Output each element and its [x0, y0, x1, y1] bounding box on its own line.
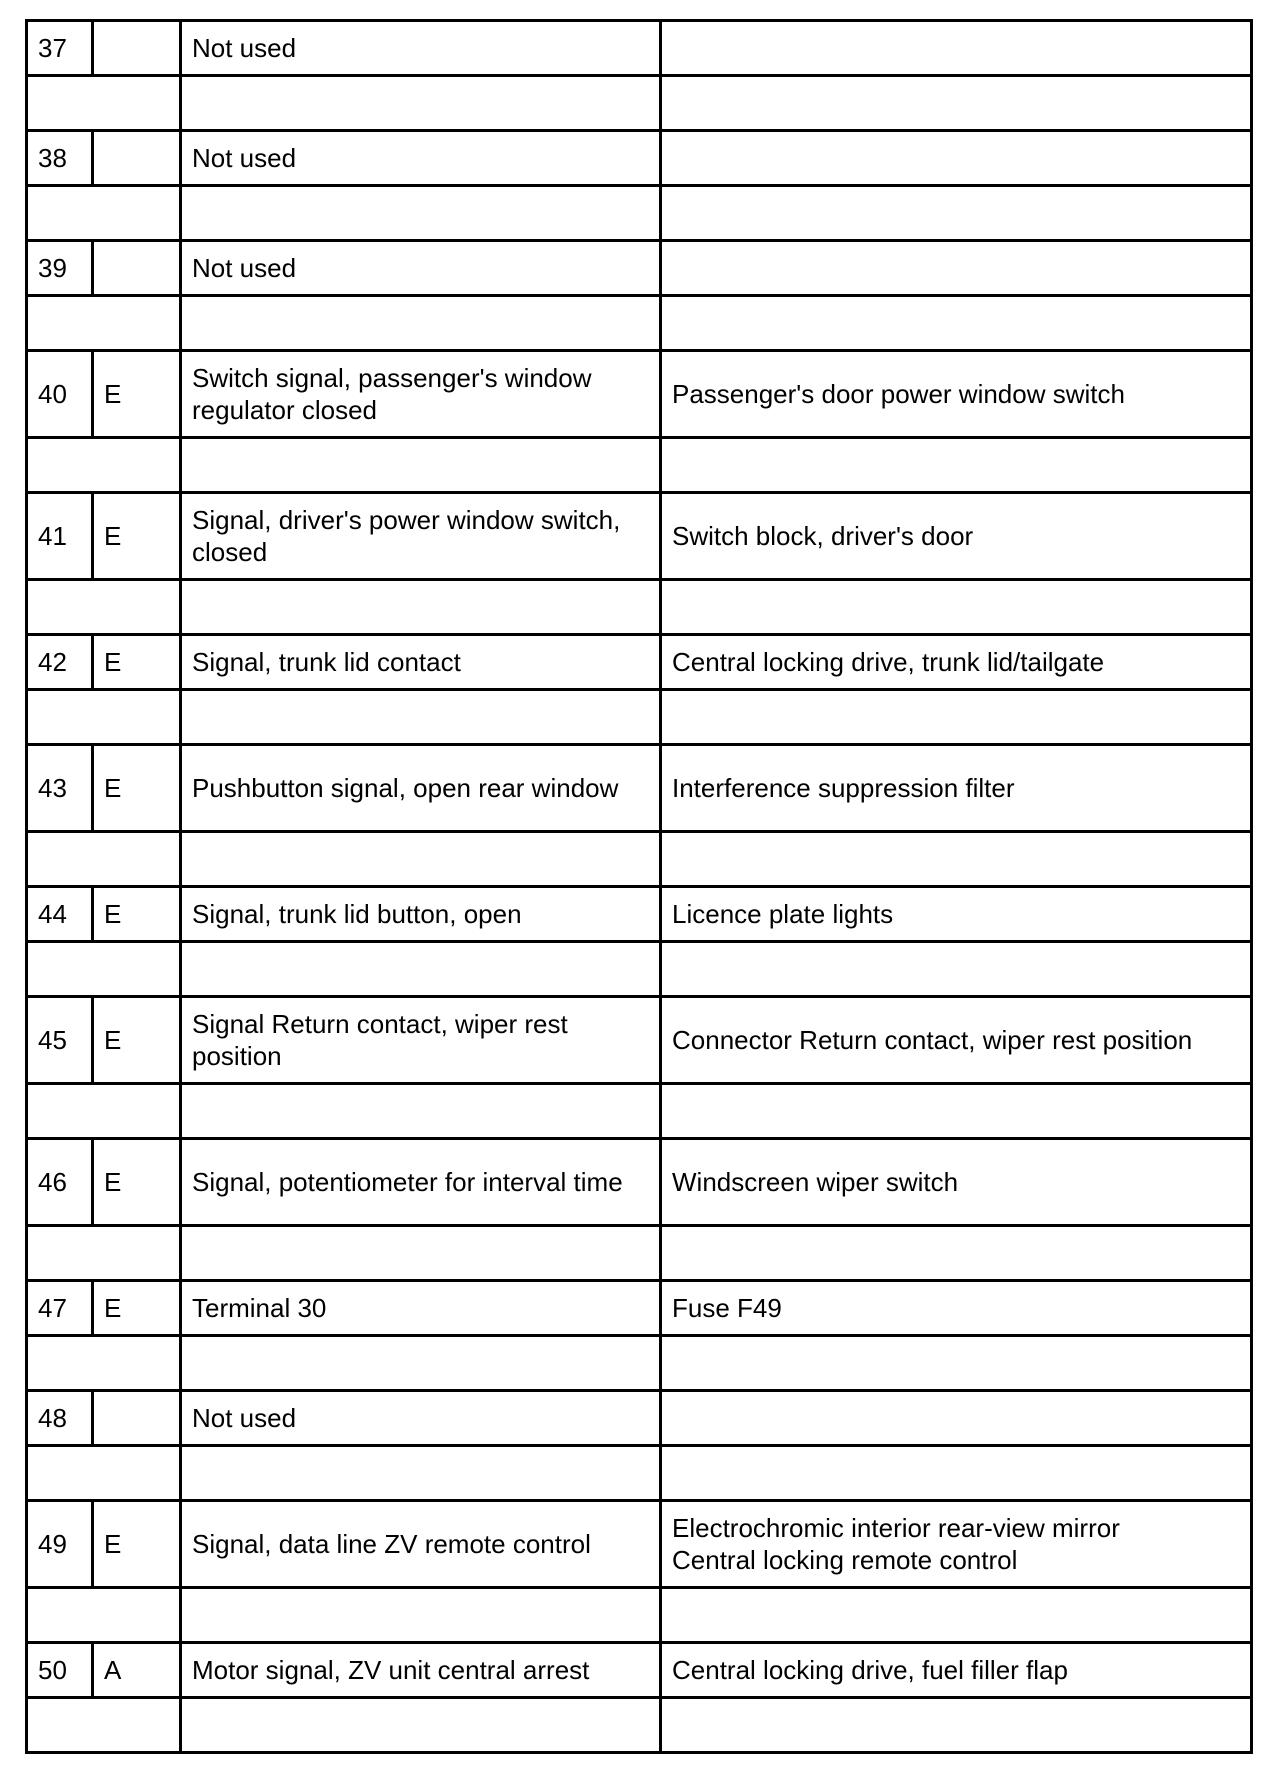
pin-number: 45: [27, 997, 93, 1084]
signal-description: Switch signal, passenger's window regulator closed: [181, 351, 661, 438]
spacer-cell: [27, 76, 181, 131]
spacer-row: [27, 1588, 1252, 1643]
spacer-cell: [181, 1336, 661, 1391]
spacer-cell: [661, 1446, 1252, 1501]
component-description: [661, 21, 1252, 76]
component-line: Central locking drive, fuel filler flap: [672, 1655, 1068, 1685]
signal-description: Pushbutton signal, open rear window: [181, 745, 661, 832]
spacer-cell: [661, 438, 1252, 493]
spacer-cell: [181, 186, 661, 241]
spacer-cell: [27, 690, 181, 745]
signal-description: Not used: [181, 241, 661, 296]
table-row: [27, 887, 1252, 942]
table-row: [27, 1501, 1252, 1588]
signal-direction: A: [93, 1643, 181, 1698]
table-row: [27, 21, 1252, 76]
signal-direction: E: [93, 997, 181, 1084]
pin-number: 50: [27, 1643, 93, 1698]
spacer-cell: [661, 942, 1252, 997]
spacer-cell: [27, 1698, 181, 1753]
signal-description: Not used: [181, 131, 661, 186]
spacer-row: [27, 690, 1252, 745]
signal-description: Not used: [181, 1391, 661, 1446]
table-row: [27, 131, 1252, 186]
component-line: Central locking remote control: [672, 1545, 1018, 1575]
signal-direction: E: [93, 887, 181, 942]
pin-number: 39: [27, 241, 93, 296]
component-description: [661, 997, 1252, 1084]
component-line: Licence plate lights: [672, 899, 894, 929]
signal-direction: E: [93, 493, 181, 580]
component-description: [661, 1281, 1252, 1336]
component-description: [661, 635, 1252, 690]
signal-description: Signal, driver's power window switch, closed: [181, 493, 661, 580]
pin-number: 48: [27, 1391, 93, 1446]
pin-table-body: [27, 21, 1252, 1753]
spacer-row: [27, 438, 1252, 493]
spacer-row: [27, 1698, 1252, 1753]
spacer-row: [27, 1226, 1252, 1281]
component-line: Interference suppression filter: [672, 773, 1015, 803]
spacer-cell: [27, 438, 181, 493]
spacer-row: [27, 296, 1252, 351]
component-line: Connector Return contact, wiper rest position: [672, 1025, 1193, 1055]
table-row: [27, 997, 1252, 1084]
spacer-cell: [27, 1336, 181, 1391]
pin-number: 42: [27, 635, 93, 690]
component-line: Fuse F49: [672, 1293, 782, 1323]
pin-number: 40: [27, 351, 93, 438]
spacer-cell: [27, 186, 181, 241]
spacer-cell: [181, 296, 661, 351]
spacer-row: [27, 76, 1252, 131]
spacer-cell: [27, 1588, 181, 1643]
table-row: [27, 493, 1252, 580]
spacer-cell: [661, 1084, 1252, 1139]
spacer-row: [27, 832, 1252, 887]
signal-description: Motor signal, ZV unit central arrest: [181, 1643, 661, 1698]
spacer-cell: [661, 76, 1252, 131]
signal-direction: E: [93, 351, 181, 438]
table-row: [27, 241, 1252, 296]
spacer-cell: [661, 690, 1252, 745]
table-row: [27, 1281, 1252, 1336]
spacer-cell: [181, 580, 661, 635]
spacer-row: [27, 580, 1252, 635]
component-line: Electrochromic interior rear-view mirror: [672, 1513, 1120, 1543]
signal-direction: [93, 241, 181, 296]
component-line: Central locking drive, trunk lid/tailgate: [672, 647, 1105, 677]
spacer-row: [27, 1446, 1252, 1501]
pin-assignment-table: [25, 19, 1253, 1754]
signal-direction: [93, 21, 181, 76]
signal-description: Signal Return contact, wiper rest position: [181, 997, 661, 1084]
spacer-cell: [27, 296, 181, 351]
spacer-row: [27, 1084, 1252, 1139]
spacer-cell: [27, 1226, 181, 1281]
pin-number: 46: [27, 1139, 93, 1226]
pin-number: 44: [27, 887, 93, 942]
signal-description: Not used: [181, 21, 661, 76]
table-row: [27, 351, 1252, 438]
signal-direction: E: [93, 635, 181, 690]
spacer-row: [27, 1336, 1252, 1391]
table-row: [27, 1391, 1252, 1446]
spacer-cell: [27, 832, 181, 887]
pin-number: 43: [27, 745, 93, 832]
signal-direction: E: [93, 1501, 181, 1588]
spacer-cell: [181, 1588, 661, 1643]
component-description: [661, 745, 1252, 832]
signal-description: Signal, potentiometer for interval time: [181, 1139, 661, 1226]
signal-direction: E: [93, 1281, 181, 1336]
pin-number: 41: [27, 493, 93, 580]
spacer-cell: [181, 76, 661, 131]
table-row: [27, 745, 1252, 832]
spacer-cell: [181, 690, 661, 745]
component-line: Switch block, driver's door: [672, 521, 974, 551]
table-row: [27, 1139, 1252, 1226]
spacer-cell: [181, 438, 661, 493]
spacer-cell: [181, 1698, 661, 1753]
spacer-cell: [27, 1446, 181, 1501]
pin-number: 38: [27, 131, 93, 186]
component-description: [661, 351, 1252, 438]
signal-description: Signal, trunk lid contact: [181, 635, 661, 690]
spacer-cell: [181, 1084, 661, 1139]
component-description: [661, 131, 1252, 186]
spacer-cell: [181, 1446, 661, 1501]
signal-description: Signal, data line ZV remote control: [181, 1501, 661, 1588]
pin-number: 47: [27, 1281, 93, 1336]
pin-number: 37: [27, 21, 93, 76]
pin-number: 49: [27, 1501, 93, 1588]
spacer-cell: [661, 832, 1252, 887]
component-line: Windscreen wiper switch: [672, 1167, 959, 1197]
spacer-cell: [661, 1336, 1252, 1391]
spacer-cell: [661, 580, 1252, 635]
spacer-cell: [27, 942, 181, 997]
component-description: [661, 1643, 1252, 1698]
spacer-row: [27, 186, 1252, 241]
component-description: [661, 1391, 1252, 1446]
component-description: [661, 241, 1252, 296]
signal-direction: [93, 131, 181, 186]
spacer-row: [27, 942, 1252, 997]
signal-direction: E: [93, 745, 181, 832]
component-description: [661, 1501, 1252, 1588]
component-description: [661, 1139, 1252, 1226]
spacer-cell: [661, 186, 1252, 241]
spacer-cell: [661, 1588, 1252, 1643]
component-description: [661, 493, 1252, 580]
spacer-cell: [661, 1698, 1252, 1753]
component-line: Passenger's door power window switch: [672, 379, 1125, 409]
spacer-cell: [661, 296, 1252, 351]
table-row: [27, 1643, 1252, 1698]
component-description: [661, 887, 1252, 942]
spacer-cell: [661, 1226, 1252, 1281]
spacer-cell: [181, 1226, 661, 1281]
spacer-cell: [27, 1084, 181, 1139]
spacer-cell: [181, 942, 661, 997]
signal-description: Terminal 30: [181, 1281, 661, 1336]
spacer-cell: [27, 580, 181, 635]
signal-direction: [93, 1391, 181, 1446]
signal-direction: E: [93, 1139, 181, 1226]
spacer-cell: [181, 832, 661, 887]
table-row: [27, 635, 1252, 690]
signal-description: Signal, trunk lid button, open: [181, 887, 661, 942]
